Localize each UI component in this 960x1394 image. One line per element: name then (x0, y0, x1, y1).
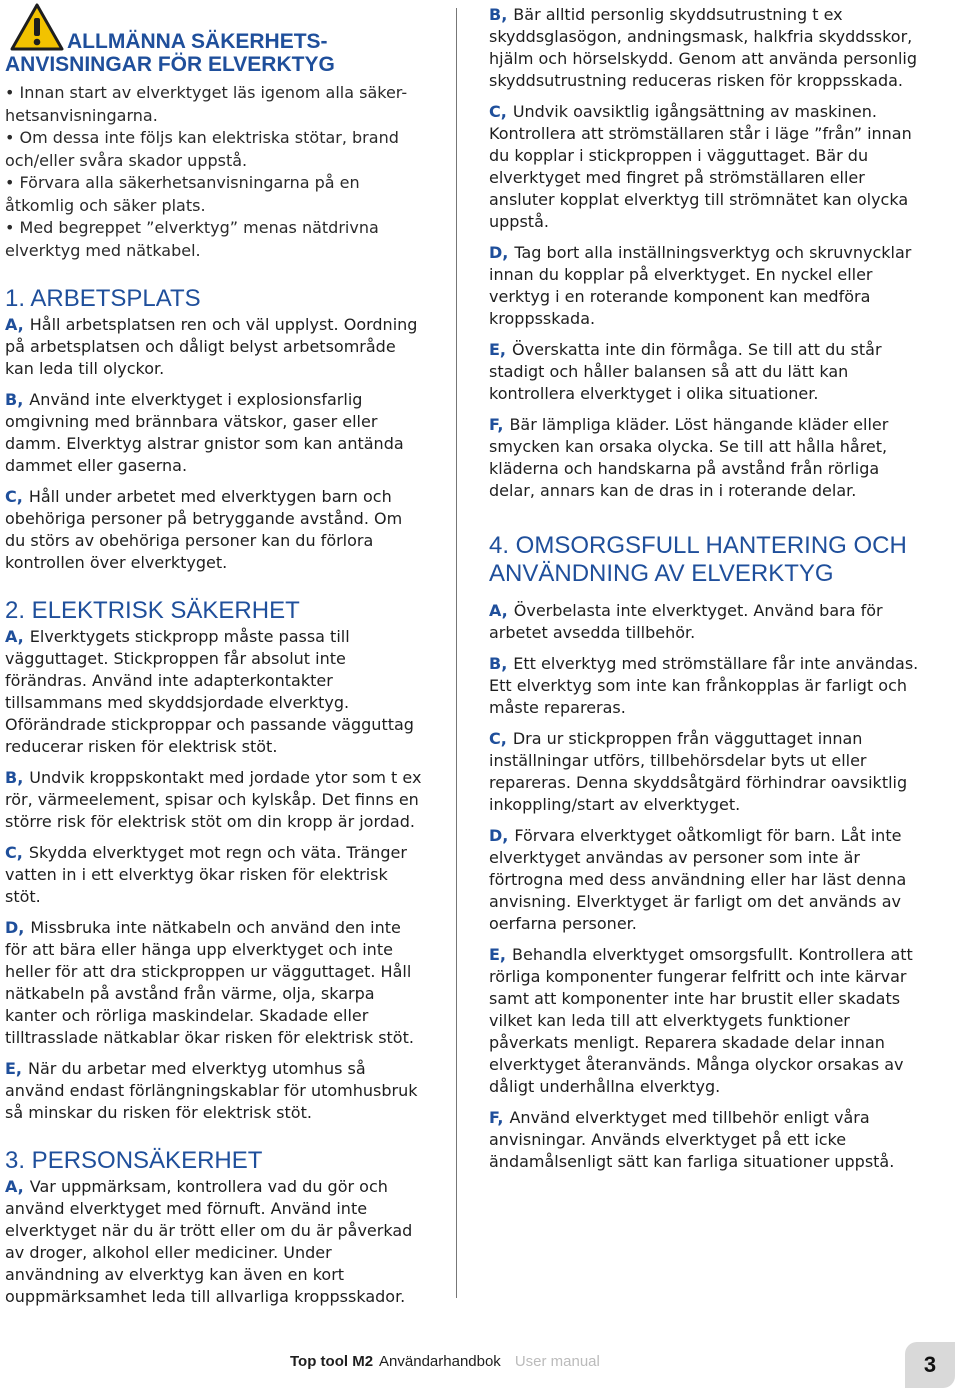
footer-user-manual: User manual (514, 1353, 600, 1370)
item-text: Var uppmärksam, kontrollera vad du gör och använd elverktyget med förnuft. Använd inte elverktyget när du är trött eller om du är påverkad av droger, alkohol eller mediciner. Under användning av elverktyg kan även en kort ouppmärksamhet leda till allvarliga kroppsskador. (5, 1177, 413, 1306)
list-item (489, 728, 929, 816)
item-label: A, (5, 315, 24, 334)
item-label: E, (489, 945, 507, 964)
list-item (489, 944, 929, 1098)
item-text: Överbelasta inte elverktyget. Använd bara för arbetet avsedda tillbehör. (489, 601, 883, 642)
intro-bullets (5, 82, 425, 262)
intro-bullet: • Om dessa inte följs kan elektriska stötar, brand och/eller svåra skador uppstå. (5, 128, 399, 170)
list-item (489, 1107, 929, 1173)
item-text: Håll under arbetet med elverktygen barn och obehöriga personer på betryggande avstånd. Om du störs av obehöriga personer kan du förlora kontrollen över elverktyget. (5, 487, 403, 572)
item-text: Skydda elverktyget mot regn och väta. Tränger vatten in i ett elverktyg ökar risken för elektrisk stöt. (5, 843, 407, 906)
item-text: Tag bort alla inställningsverktyg och skruvnycklar innan du kopplar på elverktyget. En nyckel eller verktyg i en roterande komponent kan medföra kroppsskada. (489, 243, 912, 328)
intro-bullet: • Med begreppet ”elverktyg” menas nätdrivna elverktyg med nätkabel. (5, 218, 379, 260)
footer-brand: Top tool M2 (290, 1353, 374, 1370)
item-text: Använd elverktyget med tillbehör enligt våra anvisningar. Används elverktyget på ett icke ändamålsenligt sätt kan farliga situationer uppstå. (489, 1108, 895, 1171)
warning-icon (9, 2, 65, 52)
list-item (5, 917, 425, 1049)
list-item (5, 1058, 425, 1124)
footer-handbook: Användarhandbok (379, 1353, 501, 1370)
list-item (5, 767, 425, 833)
item-label: D, (5, 918, 25, 937)
section-heading-elektrisk-sakerhet: 2. ELEKTRISK SÄKERHET (5, 597, 300, 624)
item-text: Bär lämpliga kläder. Löst hängande kläder eller smycken kan orsaka olycka. Se till att hålla håret, kläderna och handskarna på avstånd från rörliga delar, annars kan de dras in i roterande delar. (489, 415, 889, 500)
item-text: Använd inte elverktyget i explosionsfarlig omgivning med brännbara vätskor, gaser eller damm. Elverktyg alstrar gnistor som kan antända dammet eller gaserna. (5, 390, 404, 475)
item-text: Behandla elverktyget omsorgsfullt. Kontrollera att rörliga komponenter fungerar felfritt och inte kärvar samt att komponenter inte har brustit eller skadats vilket kan leda till att elverktygets funktioner påverkats menligt. Reparera skadade delar innan elverktyget återanvänds. Många olyckor orsakas av dåligt underhållna elverktyg. (489, 945, 913, 1096)
item-label: C, (489, 102, 507, 121)
item-text: Överskatta inte din förmåga. Se till att du står stadigt och håller balansen så att du lätt kan kontrollera elverktyget i olika situationer. (489, 340, 882, 403)
item-text: Undvik kroppskontakt med jordade ytor som t ex rör, värmeelement, spisar och kylskåp. Det finns en större risk för elektrisk stöt om din kropp är jordad. (5, 768, 422, 831)
intro-bullet: • Innan start av elverktyget läs igenom alla säker-hetsanvisningarna. (5, 83, 408, 125)
item-label: D, (489, 826, 509, 845)
item-label: B, (5, 390, 24, 409)
item-label: A, (5, 627, 24, 646)
item-label: A, (489, 601, 508, 620)
item-label: E, (489, 340, 507, 359)
page-header (5, 0, 425, 80)
list-item (489, 825, 929, 935)
item-label: C, (5, 843, 23, 862)
list-item (5, 842, 425, 908)
item-label: E, (5, 1059, 23, 1078)
list-item (5, 1176, 425, 1308)
item-label: B, (5, 768, 24, 787)
item-label: F, (489, 415, 504, 434)
list-item (489, 242, 929, 330)
list-item (5, 389, 425, 477)
section-heading-omsorgsfull-hantering: 4. OMSORGSFULL HANTERING OCH ANVÄNDNING AV ELVERKTYG (489, 532, 907, 587)
item-label: D, (489, 243, 509, 262)
item-text: Förvara elverktyget oåtkomligt för barn. Låt inte elverktyget användas av personer som inte är förtrogna med dess användning eller har läst denna anvisning. Elverktyget är farligt om det används av oerfarna personer. (489, 826, 907, 933)
list-item (5, 626, 425, 758)
item-text: Bär alltid personlig skyddsutrustning t ex skyddsglasögon, andningsmask, halkfria skyddsskor, hjälm och hörselskydd. Genom att använda personlig skyddsutrustning reduceras risken för kroppsskada. (489, 5, 918, 90)
list-item (489, 414, 929, 502)
item-label: C, (489, 729, 507, 748)
item-text: Elverktygets stickpropp måste passa till vägguttaget. Stickproppen får absolut inte förändras. Använd inte adapterkontakter tillsammans med skyddsjordade elverktyg. Oförändrade stickproppar och passande vägguttag reducerar risken för elektrisk stöt. (5, 627, 414, 756)
section-heading-personsakerhet: 3. PERSONSÄKERHET (5, 1147, 263, 1174)
page-number: 3 (905, 1342, 955, 1388)
item-text: Dra ur stickproppen från vägguttaget innan inställningar utförs, tillbehörsdelar byts ut eller repareras. Denna skyddsåtgärd förhindrar oavsiktlig inkoppling/start av elverktyget. (489, 729, 908, 814)
page-footer (290, 1353, 600, 1370)
list-item (489, 101, 929, 233)
left-column (5, 0, 425, 1317)
list-item (489, 4, 929, 92)
item-text: När du arbetar med elverktyg utomhus så använd endast förlängningskablar för utomhusbruk så minskar du risken för elektrisk stöt. (5, 1059, 418, 1122)
item-label: F, (489, 1108, 504, 1127)
item-text: Ett elverktyg med strömställare får inte användas. Ett elverktyg som inte kan frånkopplas är farligt och måste repareras. (489, 654, 919, 717)
item-label: B, (489, 654, 508, 673)
item-label: B, (489, 5, 508, 24)
list-item (5, 314, 425, 380)
item-text: Missbruka inte nätkabeln och använd den inte för att bära eller hänga upp elverktyget och inte heller för att dra stickproppen ur vägguttaget. Håll nätkabeln på avstånd från värme, olja, skarpa kanter och rörliga maskindelar. Skadade eller tilltrasslade nätkablar ökar risken för elektrisk stöt. (5, 918, 414, 1047)
column-divider (456, 8, 457, 1298)
item-label: C, (5, 487, 23, 506)
intro-bullet: • Förvara alla säkerhetsanvisningarna på en åtkomlig och säker plats. (5, 173, 360, 215)
right-column (489, 4, 929, 1182)
section-heading-arbetsplats: 1. ARBETSPLATS (5, 285, 201, 312)
page-title-line2: ANVISNINGAR FÖR ELVERKTYG (5, 53, 335, 76)
item-text: Undvik oavsiktlig igångsättning av maskinen. Kontrollera att strömställaren står i läge ”från” innan du kopplar i stickproppen i vägguttaget. Bär du elverktyget med fingret på strömställaren eller ansluter kopplat elverktyg till strömnätet kan olycka uppstå. (489, 102, 912, 231)
page-title-line1: ALLMÄNNA SÄKERHETS- (67, 30, 328, 53)
list-item (489, 653, 929, 719)
list-item (489, 600, 929, 644)
list-item (489, 339, 929, 405)
list-item (5, 486, 425, 574)
item-text: Håll arbetsplatsen ren och väl upplyst. Oordning på arbetsplatsen och dåligt belyst arbetsområde kan leda till olyckor. (5, 315, 418, 378)
item-label: A, (5, 1177, 24, 1196)
